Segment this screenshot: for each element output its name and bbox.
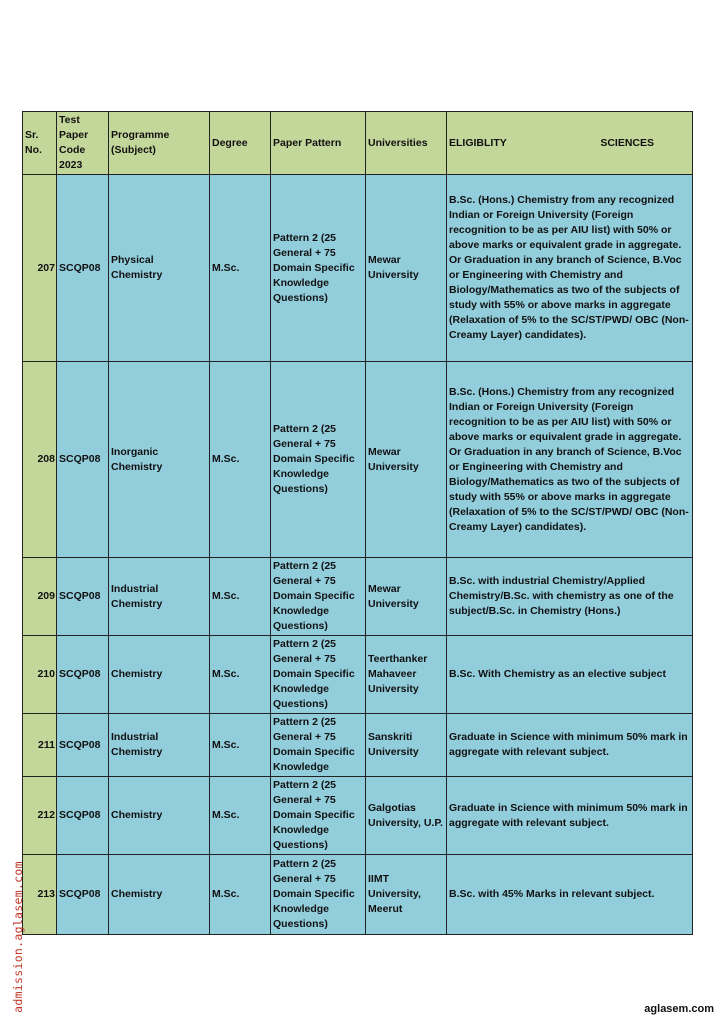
cell-pattern: Pattern 2 (25 General + 75 Domain Specific Knowledge Questions)	[271, 777, 366, 855]
cell-pattern: Pattern 2 (25 General + 75 Domain Specific Knowledge Questions)	[271, 636, 366, 714]
cell-pattern: Pattern 2 (25 General + 75 Domain Specific Knowledge Questions)	[271, 175, 366, 362]
cell-university: Galgotias University, U.P.	[366, 777, 447, 855]
cell-pattern: Pattern 2 (25 General + 75 Domain Specific Knowledge Questions)	[271, 362, 366, 558]
header-pattern: Paper Pattern	[271, 112, 366, 175]
cell-sr: 207	[23, 175, 57, 362]
cell-degree: M.Sc.	[210, 714, 271, 777]
cell-pattern: Pattern 2 (25 General + 75 Domain Specific Knowledge Questions)	[271, 558, 366, 636]
cell-sr: 208	[23, 362, 57, 558]
cell-pattern: Pattern 2 (25 General + 75 Domain Specific Knowledge	[271, 714, 366, 777]
cell-code: SCQP08	[57, 362, 109, 558]
cell-sr: 213	[23, 855, 57, 935]
cell-eligibility: B.Sc. (Hons.) Chemistry from any recognized Indian or Foreign University (Foreign recognition to be as per AIU list) with 50% or above marks or equivalent grade in aggregate. Or Graduation in any branch of Science, B.Voc or Engineering with Chemistry and Biology/Mathematics as two of the subjects of study with 55% or above marks in aggregate (Relaxation of 5% to the SC/ST/PWD/ OBC (Non-Creamy Layer) candidates).	[447, 362, 693, 558]
header-eligibility: ELIGIBLITY	[449, 136, 507, 149]
cell-code: SCQP08	[57, 777, 109, 855]
cell-programme: Physical Chemistry	[109, 175, 210, 362]
cell-degree: M.Sc.	[210, 636, 271, 714]
cell-degree: M.Sc.	[210, 855, 271, 935]
cell-code: SCQP08	[57, 714, 109, 777]
header-row	[23, 112, 693, 175]
header-universities: Universities	[366, 112, 447, 175]
table-row	[23, 777, 693, 855]
cell-university: Sanskriti University	[366, 714, 447, 777]
header-degree: Degree	[210, 112, 271, 175]
cell-degree: M.Sc.	[210, 362, 271, 558]
cell-code: SCQP08	[57, 636, 109, 714]
table-row	[23, 636, 693, 714]
cell-sr: 210	[23, 636, 57, 714]
cell-degree: M.Sc.	[210, 558, 271, 636]
side-watermark: admission.aglasem.com	[11, 861, 25, 1013]
header-stream: SCIENCES	[600, 136, 654, 149]
header-programme: Programme (Subject)	[109, 112, 210, 175]
cell-university: IIMT University, Meerut	[366, 855, 447, 935]
cell-programme: Chemistry	[109, 855, 210, 935]
cell-degree: M.Sc.	[210, 175, 271, 362]
cell-eligibility: B.Sc. With Chemistry as an elective subject	[447, 636, 693, 714]
table-row	[23, 855, 693, 935]
eligibility-table	[22, 111, 693, 935]
cell-eligibility: Graduate in Science with minimum 50% mark in aggregate with relevant subject.	[447, 777, 693, 855]
cell-programme: Industrial Chemistry	[109, 558, 210, 636]
footer-brand: aglasem.com	[644, 1003, 714, 1015]
header-eligibility-cell	[447, 112, 693, 175]
cell-programme: Chemistry	[109, 777, 210, 855]
cell-eligibility: B.Sc. with 45% Marks in relevant subject.	[447, 855, 693, 935]
cell-pattern: Pattern 2 (25 General + 75 Domain Specific Knowledge Questions)	[271, 855, 366, 935]
header-sr: Sr. No.	[23, 112, 57, 175]
cell-eligibility: B.Sc. with industrial Chemistry/Applied Chemistry/B.Sc. with chemistry as one of the subject/B.Sc. in Chemistry (Hons.)	[447, 558, 693, 636]
cell-programme: Inorganic Chemistry	[109, 362, 210, 558]
cell-programme: Industrial Chemistry	[109, 714, 210, 777]
cell-code: SCQP08	[57, 175, 109, 362]
cell-degree: M.Sc.	[210, 777, 271, 855]
table-row	[23, 714, 693, 777]
cell-eligibility: B.Sc. (Hons.) Chemistry from any recognized Indian or Foreign University (Foreign recognition to be as per AIU list) with 50% or above marks or equivalent grade in aggregate. Or Graduation in any branch of Science, B.Voc or Engineering with Chemistry and Biology/Mathematics as two of the subjects of study with 55% or above marks in aggregate (Relaxation of 5% to the SC/ST/PWD/ OBC (Non-Creamy Layer) candidates).	[447, 175, 693, 362]
table-row	[23, 558, 693, 636]
cell-sr: 211	[23, 714, 57, 777]
cell-university: Teerthanker Mahaveer University	[366, 636, 447, 714]
cell-code: SCQP08	[57, 855, 109, 935]
cell-university: Mewar University	[366, 175, 447, 362]
cell-programme: Chemistry	[109, 636, 210, 714]
table-row	[23, 175, 693, 362]
cell-sr: 212	[23, 777, 57, 855]
cell-eligibility: Graduate in Science with minimum 50% mark in aggregate with relevant subject.	[447, 714, 693, 777]
cell-university: Mewar University	[366, 558, 447, 636]
header-code: Test Paper Code 2023	[57, 112, 109, 175]
cell-code: SCQP08	[57, 558, 109, 636]
cell-sr: 209	[23, 558, 57, 636]
table-row	[23, 362, 693, 558]
cell-university: Mewar University	[366, 362, 447, 558]
